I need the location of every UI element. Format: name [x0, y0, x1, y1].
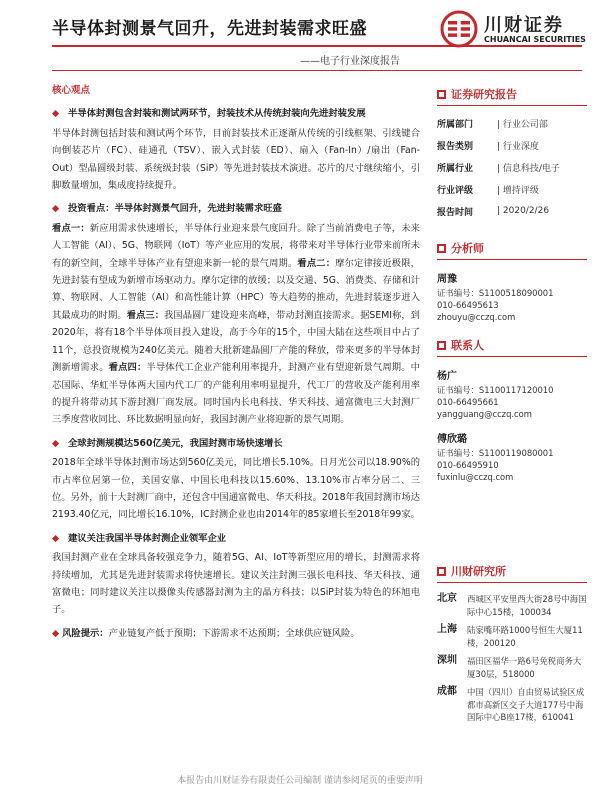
section-title: 核心观点	[52, 85, 91, 96]
highlight-text: 半导体代工企业产能利用率提升，封测产业有望迎新景气周期。中芯国际、华虹半导体两大国内代工厂的产能利用率明显提升，代工厂的营收及产能利用率的提升将带动其下游封测厂商发展。同时国内长电科技、华天科技、通富微电三大封测厂三季度营收同比、环比数据明显向好，我国封测产业将迎新的景气周期。	[52, 362, 420, 426]
bullet-text: 投资看点：半导体封测景气回升，先进封装需求旺盛	[68, 203, 282, 215]
meta-value: | 2020/2/26	[497, 206, 550, 216]
highlight-text: 新应用需求快速增长，半导体行业迎来景气度回升。除了当前消费电子等，未来人工智能（AI）、5G、物联网（IoT）等产业应用的发展，将带来对半导体行业带来前所未有的新空间，全球半导体产业有望迎来新一轮的景气周期。	[52, 222, 420, 269]
person-cert: 证书编号：S1100117120010	[437, 385, 554, 395]
paragraph: 2018年全球半导体封测市场达到560亿美元，同比增长5.10%。日月光公司以18.90%的市占率位居第一位，美国安靠、中国长电科技以15.60%、13.10%市占率分居二、三位。另外，前十大封测厂商中，还包含中国通富微电、华天科技。2018年我国封测市场达2193.40亿元，同比增长16.10%，IC封测企业也由2014年的85家增长至2018年99家。	[52, 457, 420, 521]
core-views	[52, 82, 420, 642]
person-name: 杨广	[437, 371, 457, 382]
contact-card	[437, 430, 587, 483]
meta-key: 报告时间	[437, 207, 474, 218]
person-cert: 证书编号：S1100119080001	[437, 448, 554, 458]
meta-row	[437, 156, 587, 178]
sidebar	[437, 86, 587, 724]
risk-text: 产业链复产低于预期；下游需求不达预期；全球供应链风险。	[108, 627, 360, 639]
paragraph-highlights	[52, 220, 420, 429]
meta-value: | 增持评级	[497, 185, 539, 196]
meta-key: 所属行业	[437, 163, 474, 174]
contact-title: 联系人	[451, 339, 484, 352]
brand-logo	[440, 10, 590, 50]
office-address	[437, 686, 587, 724]
bullet-heading	[52, 200, 420, 217]
office-addr: 福田区福华一路6号免税商务大厦30层，518000	[467, 656, 582, 679]
analyst-card	[437, 270, 587, 323]
risk-warning	[52, 625, 420, 642]
contact-heading	[437, 337, 587, 357]
person-phone: 010-66495910	[437, 460, 499, 470]
square-bullet-icon	[437, 244, 446, 253]
square-bullet-icon	[437, 341, 446, 350]
person-phone: 010-66495661	[437, 397, 499, 407]
brand-name-english: CHUANCAI SECURITIES	[484, 35, 586, 44]
bullet-heading	[52, 435, 420, 452]
contact-card	[437, 367, 587, 420]
office-address	[437, 624, 587, 649]
meta-row	[437, 112, 587, 134]
report-subtitle: ——电子行业深度报告	[300, 56, 400, 67]
report-info-heading	[437, 86, 587, 106]
highlight-text: 摩尔定律接近极限，先进封装有望成为新增市场驱动力。摩尔定律的放缓；以及交通、5G、消费类、存储和计算、物联网、人工智能（AI）和高性能计算（HPC）等大趋势的推动，先进封装逐步进入其最成功的时期。	[52, 257, 420, 321]
meta-key: 行业评级	[437, 185, 474, 196]
research-title: 川财研究所	[451, 565, 506, 578]
office-city: 深圳	[437, 655, 457, 666]
office-city: 成都	[437, 686, 457, 697]
bullet-heading	[52, 530, 420, 547]
bullet-text: 半导体封测包含封装和测试两环节，封装技术从传统封装向先进封装发展	[68, 108, 366, 120]
person-name: 傅欣璐	[437, 434, 467, 445]
diamond-bullet-icon: ◆	[52, 203, 60, 215]
person-email[interactable]: zhouyu@cczq.com	[437, 312, 516, 322]
highlight-label: 看点一：	[52, 222, 90, 234]
paragraph: 半导体封测包括封装和测试两个环节，目前封装技术正逐渐从传统的引线框架、引线键合向倒装芯片（FC）、硅通孔（TSV）、嵌入式封装（ED）、扇入（Fan-In）/扇出（Fan-Out）型晶圆级封装、系统级封装（SiP）等先进封装技术演进。芯片的尺寸继续缩小，引脚数量增加，集成度持续提升。	[52, 127, 420, 192]
highlight-label: 看点四：	[108, 362, 147, 374]
person-email[interactable]: yangguang@cczq.com	[437, 409, 532, 419]
chuancai-logo-icon	[440, 10, 478, 48]
paragraph: 我国封测产业在全球具备较强竞争力，随着5G、AI、IoT等新型应用的增长，封测需求将持续增加，尤其是先进封装需求将快速增长。建议关注封测三强长电科技、华天科技、通富微电；同时建议关注以摄像头传感器封测为主的晶方科技；以SiP封装为特色的环旭电子。	[52, 552, 420, 616]
highlight-text: 我国晶圆厂建设迎来高峰，带动封测直接需求。据SEMI称，到2020年，将有18个半导体项目投入建设，高于今年的15个，中国大陆在这些项目中占了11个，总投资规模为240亿美元。随着大批新建晶圆厂产能的释放，带来更多的半导体封测新增需求。	[52, 309, 420, 374]
person-name: 周豫	[437, 274, 457, 285]
office-city: 上海	[437, 624, 457, 635]
diamond-bullet-icon: ◆	[52, 108, 60, 120]
diamond-bullet-icon: ◆	[52, 437, 60, 449]
page-footer: 本报告由川财证券有限责任公司编制 谨请参阅尾页的重要声明	[177, 776, 423, 786]
office-addr: 西城区平安里西大街28号中海国际中心15楼，100034	[467, 594, 587, 617]
meta-row	[437, 178, 587, 200]
square-bullet-icon	[437, 90, 446, 99]
meta-value: | 行业公司部	[497, 119, 548, 130]
office-address	[437, 593, 587, 618]
research-heading	[437, 563, 587, 583]
office-addr: 陆家嘴环路1000号恒生大厦11楼，200120	[467, 625, 583, 648]
diamond-bullet-icon: ◆	[52, 532, 60, 544]
header-divider-thin	[52, 70, 582, 71]
analyst-title: 分析师	[451, 242, 484, 255]
person-cert: 证书编号：S1100518090001	[437, 288, 554, 298]
office-addr: 中国（四川）自由贸易试验区成都市高新区交子大道177号中海国际中心B座17楼，610041	[467, 687, 585, 722]
report-meta	[437, 112, 587, 222]
meta-value: | 信息科技/电子	[497, 163, 560, 174]
risk-label: 风险提示：	[62, 627, 109, 639]
diamond-bullet-icon: ◆	[52, 627, 63, 639]
meta-value: | 行业深度	[497, 141, 539, 152]
office-address	[437, 655, 587, 680]
square-bullet-icon	[437, 567, 446, 576]
highlight-label: 看点二：	[297, 257, 336, 269]
bullet-text: 建议关注我国半导体封测企业领军企业	[68, 532, 227, 544]
meta-row	[437, 134, 587, 156]
bullet-heading	[52, 105, 420, 122]
highlight-label: 看点三：	[126, 309, 165, 321]
meta-key: 报告类别	[437, 141, 474, 152]
brand-name: 川财证券	[484, 15, 564, 36]
person-email[interactable]: fuxinlu@cczq.com	[437, 472, 514, 482]
report-title: 半导体封测景气回升，先进封装需求旺盛	[52, 19, 367, 39]
meta-key: 所属部门	[437, 119, 474, 130]
report-info-title: 证券研究报告	[451, 88, 517, 101]
meta-row	[437, 200, 587, 222]
bullet-text: 全球封测规模达560亿美元，我国封测市场快速增长	[68, 437, 283, 449]
person-phone: 010-66495613	[437, 300, 499, 310]
analyst-heading	[437, 240, 587, 260]
office-city: 北京	[437, 593, 457, 604]
